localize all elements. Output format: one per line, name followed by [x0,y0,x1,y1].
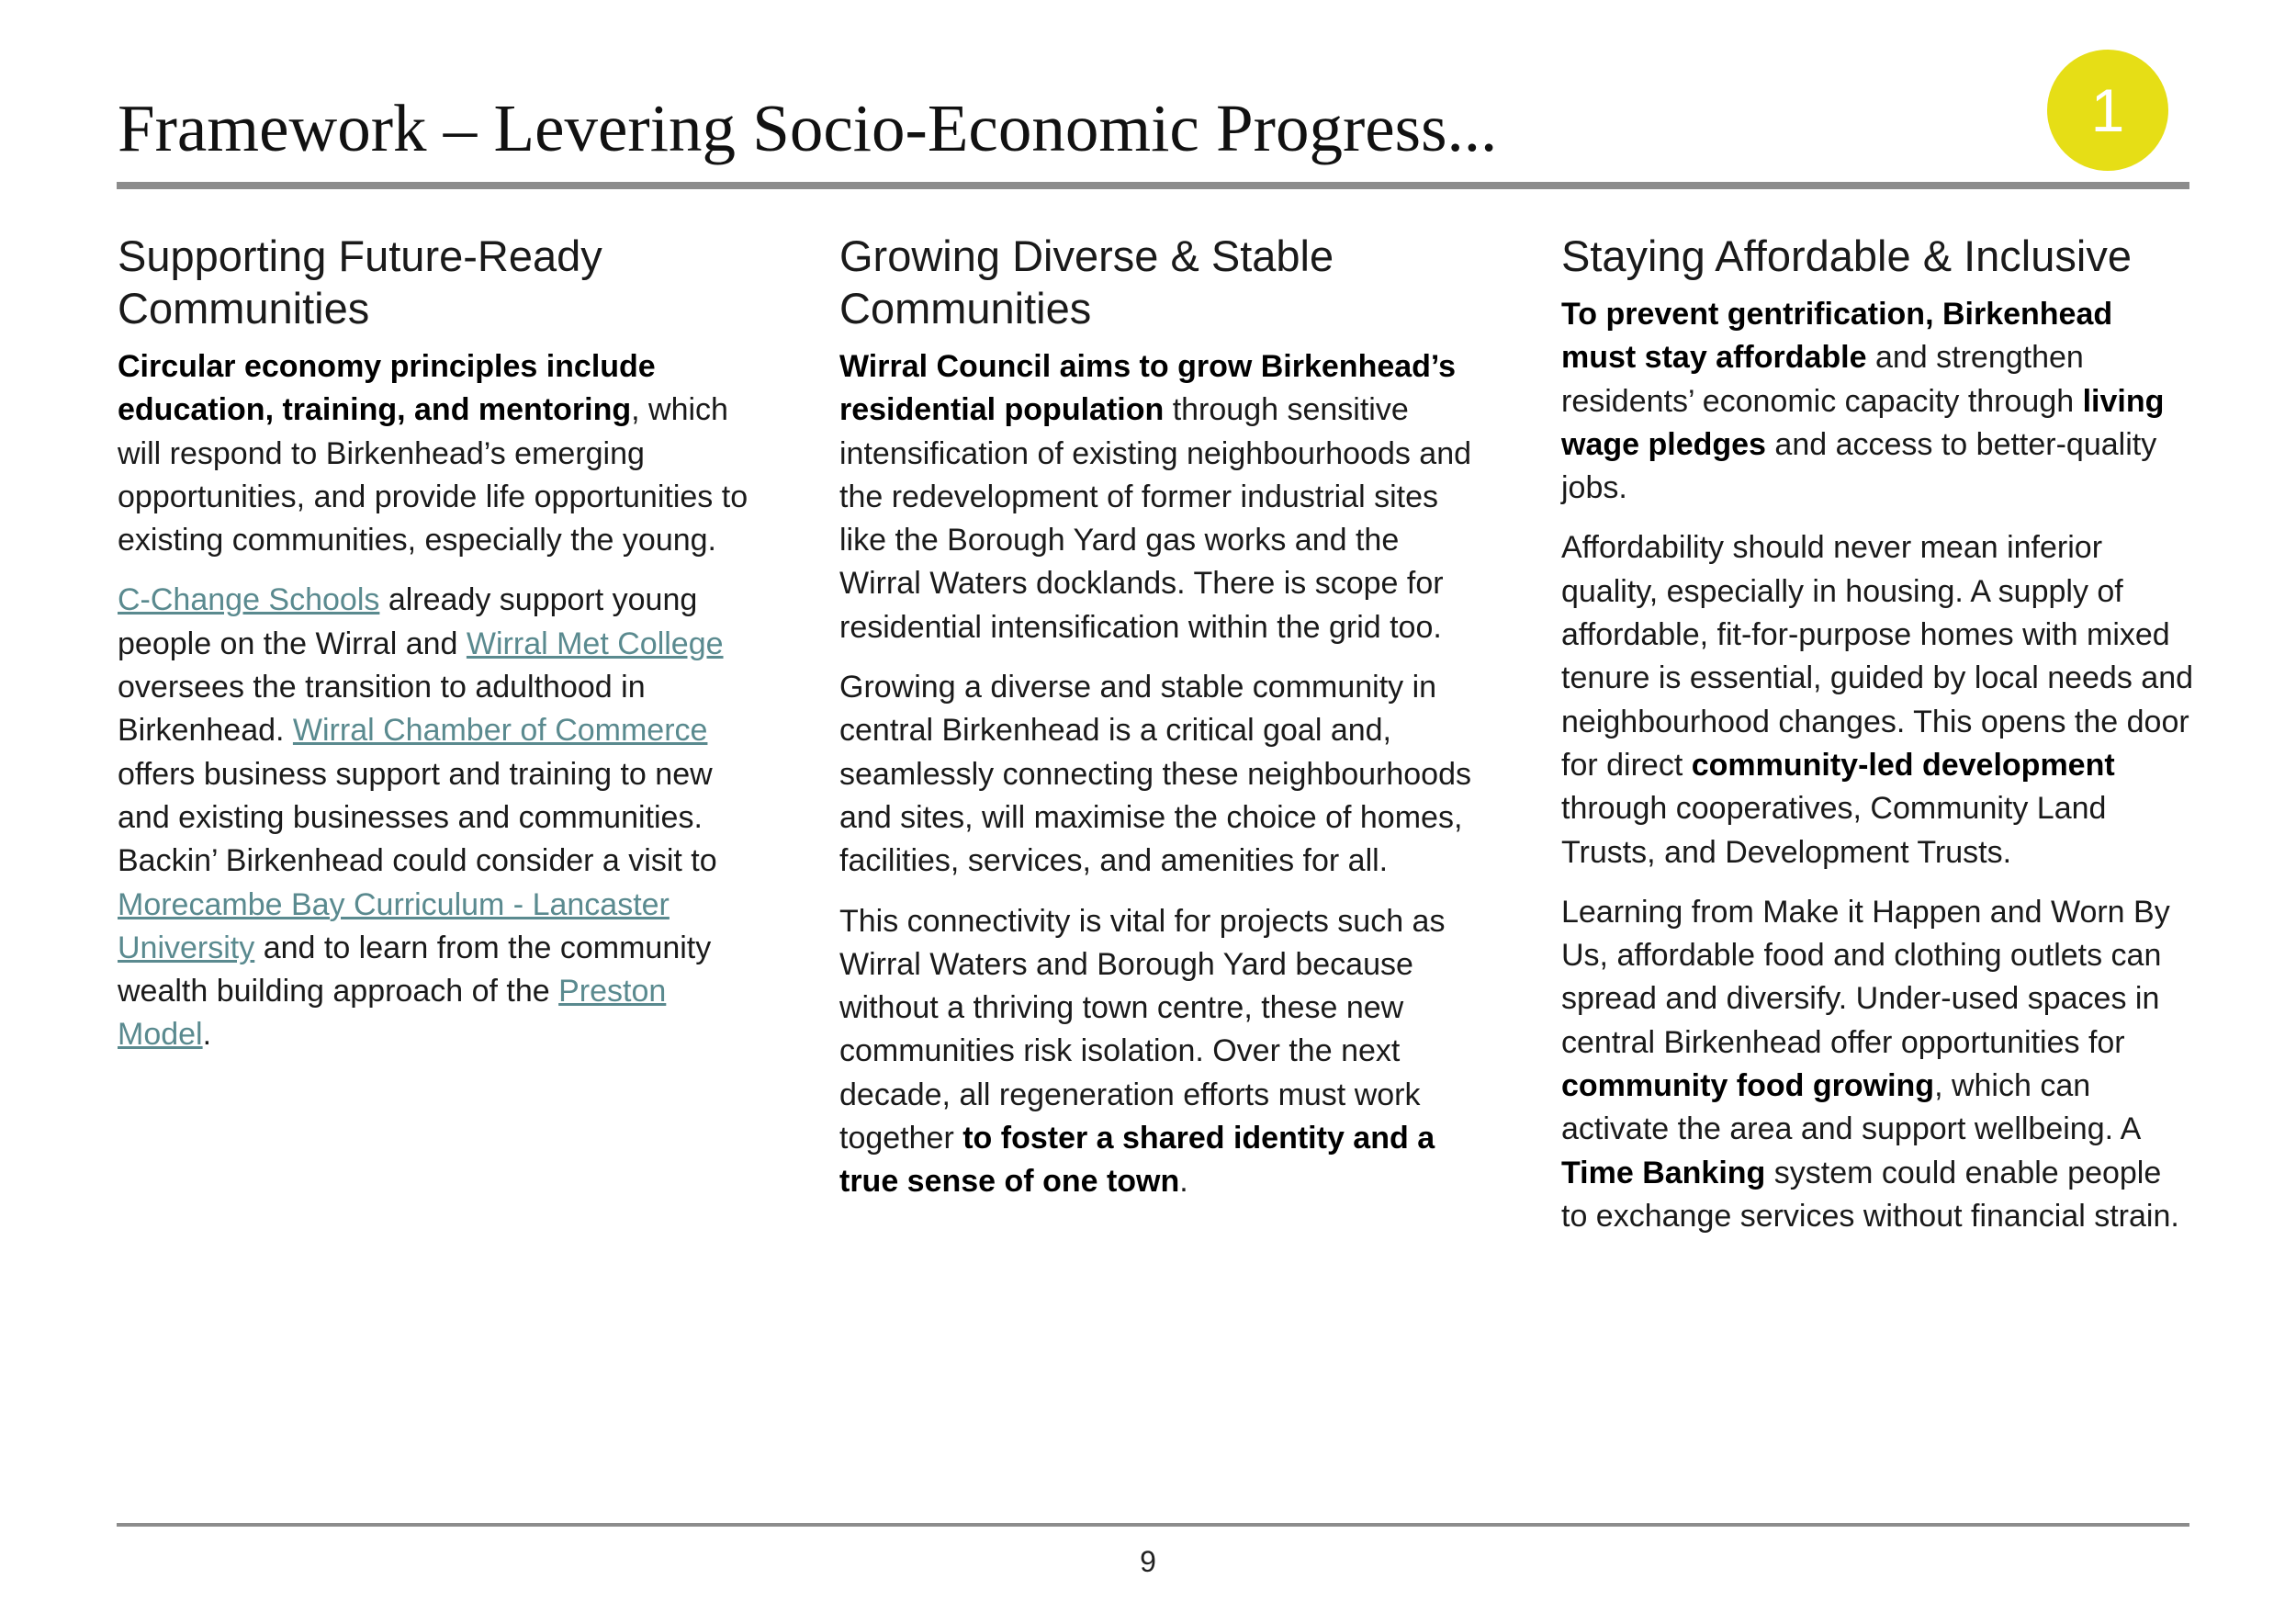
paragraph [839,345,1473,649]
bold-text: Circular economy principles include education, training, and mentoring [118,349,656,428]
text: Growing a diverse and stable community in central Birkenhead is a critical goal and, seamlessly connecting these neighbourhoods and sites, will maximise the choice of homes, facilities, services, and amenities for all. [839,670,1472,879]
bold-text: To prevent gentrification, Birkenhead must stay affordable [1561,297,2113,376]
bold-text: community-led development [1691,747,2115,783]
paragraph [1561,526,2195,874]
link-wirral-met-college[interactable]: Wirral Met College [466,626,724,661]
text: Affordability should never mean inferior quality, especially in housing. A supply of affordable, fit-for-purpose homes with mixed tenure is essential, guided by local needs and neighbourhood changes. This opens the door for direct [1561,530,2194,783]
text: through sensitive intensification of existing neighbourhoods and the redevelopment of former industrial sites like the Borough Yard gas works and the Wirral Waters docklands. There is scope for residential intensification within the grid too. [839,392,1472,645]
column-diverse-stable [839,230,1473,1221]
column-affordable-inclusive [1561,230,2195,1255]
link-c-change-schools[interactable]: C-Change Schools [118,582,380,618]
page-number: 9 [1140,1545,1156,1578]
paragraph [839,900,1473,1204]
text: already support young people on the Wirral and [118,582,698,661]
bold-text: Wirral Council aims to grow Birkenhead’s residential population [839,349,1457,428]
bold-text: Time Banking [1561,1155,1766,1190]
text: Learning from Make it Happen and Worn By Us, affordable food and clothing outlets can spread and diversify. Under-used spaces in central Birkenhead offer opportunities for [1561,894,2170,1060]
paragraph [1561,891,2195,1238]
section-number-badge: 1 [2047,50,2168,171]
link-wirral-chamber-of-commerce[interactable]: Wirral Chamber of Commerce [292,713,708,749]
column-heading: Growing Diverse & Stable Communities [839,231,1334,333]
column-heading: Staying Affordable & Inclusive [1561,231,2132,280]
text: , which will respond to Birkenhead’s emerging opportunities, and provide life opportunities to existing communities, especially the young. [118,392,748,558]
text: oversees the transition to adulthood in Birkenhead. [118,670,646,749]
column-heading: Supporting Future-Ready Communities [118,231,602,333]
text: through cooperatives, Community Land Trusts, and Development Trusts. [1561,791,2107,870]
text: system could enable people to exchange services without financial strain. [1561,1155,2179,1234]
bold-text: to foster a shared identity and a true sense of one town [839,1121,1435,1200]
paragraph [118,345,751,562]
paragraph [118,579,751,1056]
footer-divider [117,1523,2189,1527]
text: This connectivity is vital for projects such as Wirral Waters and Borough Yard because without a thriving town centre, these new communities risk isolation. Over the next decade, all regeneration efforts must work together [839,903,1446,1156]
text: and strengthen residents’ economic capacity through [1561,340,2084,419]
page-title: Framework – Levering Socio-Economic Progress... [118,91,1498,165]
text: and to learn from the community wealth building approach of the [118,930,712,1009]
text: offers business support and training to new and existing businesses and communities. Backin’ Birkenhead could consider a visit to [118,756,717,879]
bold-text: living wage pledges [1561,383,2165,462]
paragraph [839,666,1473,883]
text: and access to better-quality jobs. [1561,426,2157,506]
text: , which can activate the area and support wellbeing. A [1561,1068,2140,1147]
text: . [202,1017,212,1053]
link-preston-model[interactable]: Preston Model [118,974,667,1053]
link-morecambe-bay-curriculum[interactable]: Morecambe Bay Curriculum - Lancaster University [118,886,670,965]
column-future-ready [118,230,751,1074]
bold-text: community food growing [1561,1068,1935,1104]
paragraph [1561,293,2195,510]
text: . [1179,1164,1188,1200]
header-divider [117,182,2189,189]
